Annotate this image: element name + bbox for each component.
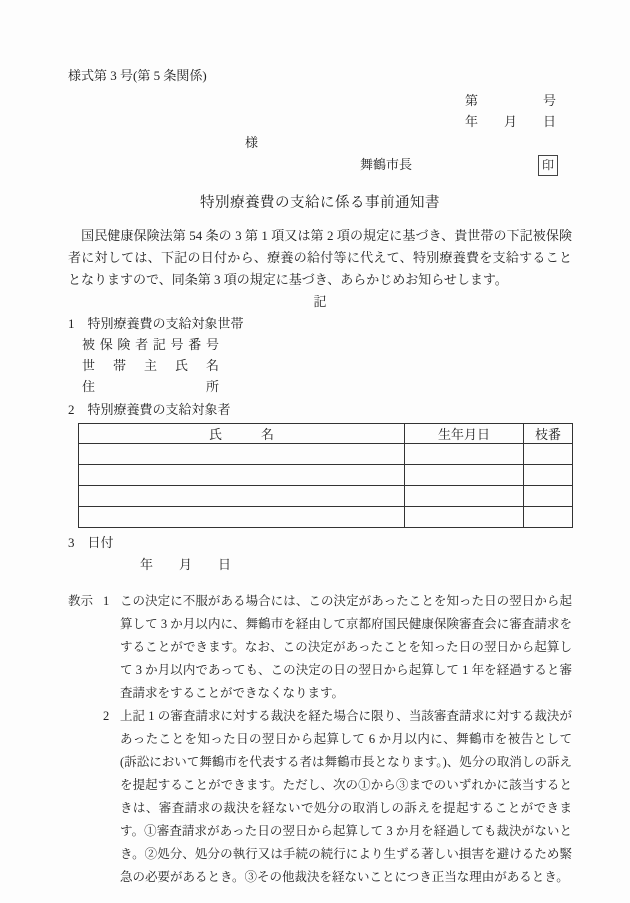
section2 [68, 399, 572, 528]
table-cell [405, 507, 524, 528]
table-header-row [79, 424, 573, 444]
table-cell [524, 465, 573, 486]
table-cell [524, 507, 573, 528]
section3-heading [68, 532, 572, 553]
seal-label: 印 [541, 158, 554, 172]
section3-date-placeholder: 年 月 日 [140, 557, 232, 572]
table-cell [405, 486, 524, 507]
column-header-birthdate: 生年月日 [405, 424, 524, 444]
appeal-notice-item-2-text: 上記 1 の審査請求に対する裁決を経た場合に限り、当該審査請求に対する裁決があったことを知った日の翌日から起算して 6 か月以内に、舞鶴市を被告として(訴訟において舞鶴市を代表する者は舞鶴市長となります。)、処分の取消しの訴えを提起することができます。ただし、次の①から③までのいずれかに該当するときは、審査請求の裁決を経ないで処分の取消しの訴えを提起することができます。①審査請求があった日の翌日から起算して 3 か月を経過しても裁決がないとき。②処分、処分の執行又は手続の続行により生ずる著しい損害を避けるため緊急の必要があるとき。③その他裁決を経ないことにつき正当な理由があるとき。 [120, 709, 572, 884]
appeal-notice-item-1 [103, 590, 572, 705]
section1-heading-label: 特別療養費の支給対象世帯 [87, 316, 244, 331]
sender-row [360, 154, 558, 176]
field-address-label: 住所 [82, 379, 219, 394]
section3 [68, 532, 572, 576]
sender-title: 舞鶴市長 [360, 157, 413, 172]
document-number-line: 第 号 [464, 93, 556, 108]
table-cell [79, 444, 405, 465]
table-cell [79, 507, 405, 528]
form-style-label: 様式第 3 号(第 5 条関係) [68, 68, 207, 83]
section3-number: 3 [68, 535, 75, 550]
section2-heading-label: 特別療養費の支給対象者 [87, 402, 231, 417]
section2-number: 2 [68, 402, 75, 417]
record-marker: 記 [313, 294, 327, 309]
section1-fields [82, 334, 572, 397]
seal-box [538, 155, 558, 176]
header-date-line: 年 月 日 [464, 114, 556, 129]
section2-heading [68, 399, 572, 420]
table-cell [79, 465, 405, 486]
appeal-notice-label: 教示 [68, 594, 94, 608]
appeal-notice-item-2 [103, 705, 572, 889]
section1-number: 1 [68, 316, 75, 331]
table-cell [79, 486, 405, 507]
appeal-notice-item-1-text: この決定に不服がある場合には、この決定があったことを知った日の翌日から起算して 3 か月以内に、舞鶴市を経由して京都府国民健康保険審査会に審査請求をすることができます。なお、この決定があったことを知った日の翌日から起算して 3 か月以内であっても、この決定の日の翌日から起算して 1 年を経過すると審査請求をすることができなくなります。 [120, 594, 572, 700]
table-row [79, 465, 573, 486]
column-header-branch-number: 枝番 [524, 424, 573, 444]
document-title: 特別療養費の支給に係る事前通知書 [200, 195, 440, 211]
field-householder-name-label: 世帯主氏名 [82, 358, 219, 373]
body-paragraph: 国民健康保険法第 54 条の 3 第 1 項又は第 2 項の規定に基づき、貴世帯の下記被保険者に対しては、下記の日付から、療養の給付等に代えて、特別療養費を支給することとなりますので、同条第 3 項の規定に基づき、あらかじめお知らせします。 [68, 228, 572, 287]
appeal-notice [68, 590, 572, 889]
table-cell [524, 444, 573, 465]
table-cell [405, 444, 524, 465]
appeal-notice-item-1-number: 1 [103, 594, 110, 608]
table-row [79, 486, 573, 507]
addressee-honorific: 様 [245, 135, 259, 150]
table-row [79, 507, 573, 528]
section3-heading-label: 日付 [87, 535, 114, 550]
recipients-table [78, 423, 573, 528]
field-address [82, 376, 572, 397]
field-insured-symbol-number [82, 334, 572, 355]
section1-heading [68, 313, 572, 334]
appeal-notice-item-2-number: 2 [103, 709, 110, 723]
field-householder-name [82, 355, 572, 376]
column-header-name: 氏 名 [79, 424, 405, 444]
table-cell [405, 465, 524, 486]
appeal-notice-items [103, 590, 572, 889]
recipients-table-header [79, 424, 573, 444]
recipients-table-body [79, 444, 573, 528]
field-insured-symbol-number-label: 被保険者記号番号 [82, 337, 219, 352]
table-cell [524, 486, 573, 507]
table-row [79, 444, 573, 465]
